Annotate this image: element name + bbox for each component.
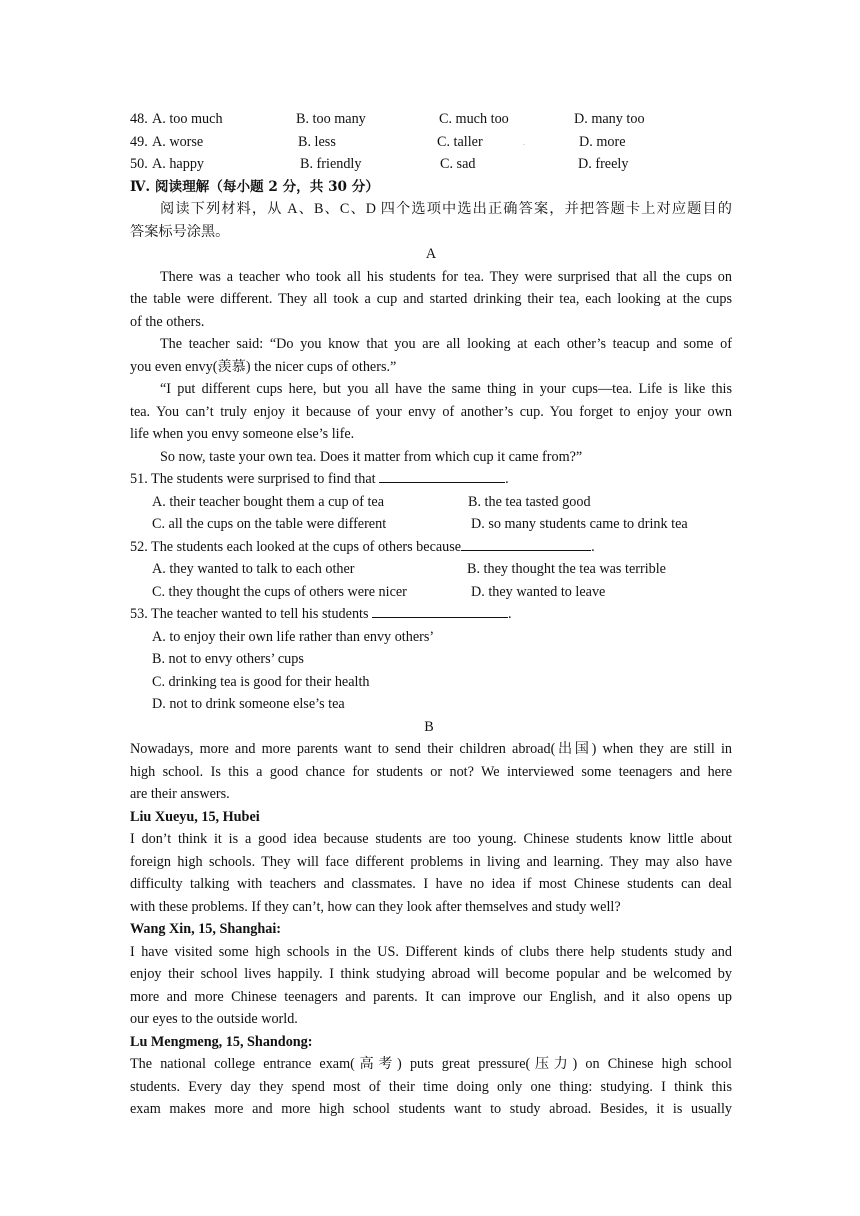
option-c: C. they thought the cups of others were nicer bbox=[152, 583, 407, 600]
question-53 bbox=[130, 603, 732, 626]
question-52-options-row-1 bbox=[130, 558, 732, 581]
question-stem: 53. The teacher wanted to tell his students bbox=[130, 606, 369, 622]
passage-a-line: the table were different. They all took a cup and started drinking their tea, each looking at the cups bbox=[130, 291, 732, 307]
question-51 bbox=[130, 468, 732, 491]
speaker-text-line: with these problems. If they can’t, how can they look after themselves and study well? bbox=[130, 898, 621, 915]
answer-blank[interactable] bbox=[461, 536, 591, 551]
speaker-text-line: our eyes to the outside world. bbox=[130, 1011, 298, 1027]
speaker-text-line: exam makes more and more high school students want to study abroad. Besides, it is usually bbox=[130, 1101, 732, 1117]
question-number: 49. bbox=[130, 133, 148, 150]
option-d: D. many too bbox=[574, 111, 645, 127]
passage-a-line: of the others. bbox=[130, 313, 205, 330]
speaker-name: Liu Xueyu, 15, Hubei bbox=[130, 808, 260, 825]
cloze-option-row-50 bbox=[130, 153, 732, 176]
question-number: 50. bbox=[130, 156, 148, 172]
speaker-text-line: The national college entrance exam(高考) puts great pressure(压力) on Chinese high school bbox=[130, 1056, 732, 1072]
speaker-text-line: foreign high schools. They will face different problems in living and learning. They may also have bbox=[130, 853, 732, 870]
question-51-options-row-1 bbox=[130, 491, 732, 514]
answer-blank[interactable] bbox=[372, 603, 508, 618]
question-stem: 52. The students each looked at the cups of others because bbox=[130, 538, 462, 555]
question-51-options-row-2 bbox=[130, 513, 732, 536]
section-heading: Ⅳ. 阅读理解（每小题 2 分，共 30 分） bbox=[130, 178, 379, 195]
question-end: . bbox=[505, 471, 509, 487]
exam-page bbox=[130, 108, 732, 1121]
speaker-text-line: I have visited some high schools in the US. Different kinds of clubs there help students study and bbox=[130, 943, 732, 960]
option-a: A. to enjoy their own life rather than envy others’ bbox=[152, 628, 435, 645]
passage-a-line: “I put different cups here, but you all have the same thing in your cups—tea. Life is like this bbox=[160, 381, 732, 397]
passage-a-label: A bbox=[425, 246, 437, 262]
answer-blank[interactable] bbox=[379, 468, 505, 483]
option-d: D. not to drink someone else’s tea bbox=[152, 696, 345, 712]
option-d: D. more bbox=[579, 133, 626, 150]
speaker-text-line: I don’t think it is a good idea because students are too young. Chinese students know little about bbox=[130, 831, 732, 847]
question-52 bbox=[130, 536, 732, 559]
speaker-text-line: more and more Chinese teenagers and parents. It can improve our English, and it also opens up bbox=[130, 988, 732, 1005]
question-stem: 51. The students were surprised to find that bbox=[130, 471, 376, 487]
option-d: D. freely bbox=[578, 156, 629, 172]
question-end: . bbox=[591, 538, 595, 555]
passage-a-line: So now, taste your own tea. Does it matter from which cup it came from?” bbox=[160, 448, 583, 465]
option-c: C. sad bbox=[440, 156, 476, 172]
passage-b-label: B bbox=[424, 718, 434, 735]
passage-a-line: you even envy(羡慕) the nicer cups of others.” bbox=[130, 358, 397, 375]
passage-a-line: The teacher said: “Do you know that you are all looking at each other’s teacup and some of bbox=[160, 336, 732, 352]
cloze-option-row-48 bbox=[130, 108, 732, 131]
passage-b-intro-line: are their answers. bbox=[130, 786, 230, 802]
passage-a-line: tea. You can’t truly enjoy it because of your envy of another’s cup. You forget to enjoy your own bbox=[130, 403, 732, 420]
option-d: D. they wanted to leave bbox=[471, 583, 606, 600]
speaker-name: Lu Mengmeng, 15, Shandong: bbox=[130, 1033, 313, 1050]
option-b: B. not to envy others’ cups bbox=[152, 651, 304, 667]
question-52-options-row-2 bbox=[130, 581, 732, 604]
option-c: C. drinking tea is good for their health bbox=[152, 673, 370, 690]
option-c: C. taller bbox=[437, 133, 483, 150]
option-a: A. worse bbox=[152, 133, 204, 150]
passage-a-line: life when you envy someone else’s life. bbox=[130, 426, 355, 442]
option-c: C. much too bbox=[439, 111, 509, 127]
option-a: 48. bbox=[130, 111, 148, 127]
option-b: B. they thought the tea was terrible bbox=[467, 561, 666, 577]
option-a: A. they wanted to talk to each other bbox=[152, 561, 355, 577]
speaker-name: Wang Xin, 15, Shanghai: bbox=[130, 921, 281, 937]
passage-a-line: There was a teacher who took all his students for tea. They were surprised that all the cups on bbox=[160, 268, 732, 285]
option-b: B. friendly bbox=[300, 156, 362, 172]
question-end: . bbox=[508, 606, 512, 622]
option-a: A. too much bbox=[152, 111, 223, 127]
option-c: C. all the cups on the table were different bbox=[152, 516, 387, 532]
speaker-text-line: students. Every day they spend most of their time doing only one thing: studying. I think this bbox=[130, 1078, 732, 1095]
cloze-option-row-49 bbox=[130, 131, 732, 154]
option-a: A. happy bbox=[152, 156, 205, 172]
option-b: B. the tea tasted good bbox=[468, 493, 591, 510]
instructions-line-1: 阅读下列材料，从 A、B、C、D 四个选项中选出正确答案，并把答题卡上对应题目的 bbox=[160, 201, 732, 217]
speaker-text-line: enjoy their school lives happily. I think studying abroad will become popular and be welcomed by bbox=[130, 966, 732, 982]
passage-b-intro-line: high school. Is this a good chance for students or not? We interviewed some teenagers and here bbox=[130, 763, 732, 780]
instructions-line-2: 答案标号涂黑。 bbox=[130, 223, 230, 240]
option-d: D. so many students came to drink tea bbox=[471, 516, 688, 532]
passage-b-intro-line: Nowadays, more and more parents want to send their children abroad(出国) when they are still in bbox=[130, 741, 732, 757]
stray-mark: . bbox=[523, 136, 526, 147]
option-b: B. too many bbox=[296, 111, 366, 127]
speaker-text-line: difficulty talking with teachers and classmates. I have no idea if most Chinese students can deal bbox=[130, 876, 732, 892]
option-b: B. less bbox=[298, 133, 336, 150]
option-a: A. their teacher bought them a cup of tea bbox=[152, 493, 385, 510]
